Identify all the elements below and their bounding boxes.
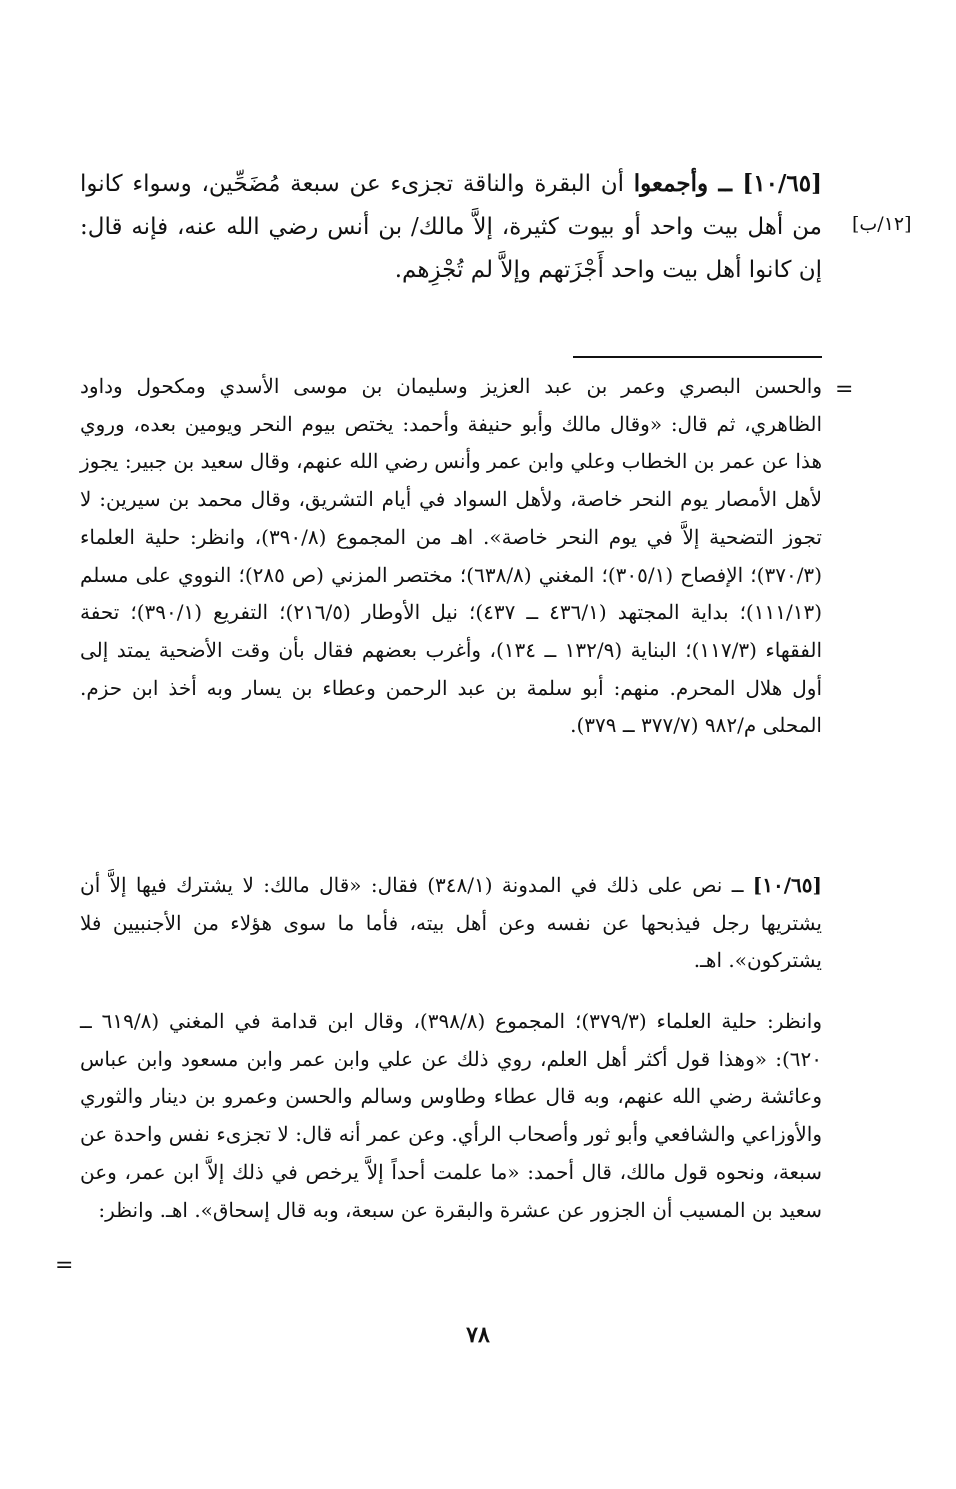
paragraph-bold-start: وأجمعوا [633, 170, 709, 197]
paragraph-number: [١٠/٦٥] [742, 170, 822, 197]
footnote-divider [573, 356, 822, 358]
paragraph-dash: ــ [708, 170, 743, 197]
footnote-paragraph [80, 867, 822, 980]
main-paragraph [80, 162, 822, 292]
footnote-continuation-mark-end: = [55, 1253, 74, 1278]
paragraph-body: أن البقرة والناقة تجزىء عن سبعة مُضَحِّين، وسواء كانوا من أهل بيت واحد أو بيوت كثيرة، إلاَّ مالك/ بن أنس رضي الله عنه، فإنه قال: إن كانوا أهل بيت واحد أَجْزَتهم وإلاَّ لم تُجْزِهم. [80, 171, 822, 283]
footnote-continued: والحسن البصري وعمر بن عبد العزيز وسليمان بن موسى الأسدي ومكحول وداود الظاهري، ثم قال: «وقال مالك وأبو حنيفة وأحمد: يختص بيوم النحر ويومين بعده، وروي هذا عن عمر بن الخطاب وعلي وابن عمر وأنس رضي الله عنهم، وقال سعيد بن جبير: يجوز لأهل الأمصار يوم النحر خاصة، ولأهل السواد في أيام التشريق، وقال محمد بن سيرين: لا تجوز التضحية إلاَّ في يوم النحر خاصة». اهـ من المجموع (٣٩٠/٨)، وانظر: حلية العلماء (٣٧٠/٣)؛ الإفصاح (٣٠٥/١)؛ المغني (٦٣٨/٨)؛ مختصر المزني (ص ٢٨٥)؛ النووي على مسلم (١١١/١٣)؛ بداية المجتهد (٤٣٦/١ ــ ٤٣٧)؛ نيل الأوطار (٢١٦/٥)؛ التفريع (٣٩٠/١)؛ تحفة الفقهاء (١١٧/٣)؛ البناية (١٣٢/٩ ــ ١٣٤)، وأغرب بعضهم فقال بأن وقت الأضحية يمتد إلى أول هلال المحرم. منهم: أبو سلمة بن عبد الرحمن وعطاء بن يسار وبه أخذ ابن حزم. المحلى م/٩٨٢ (٣٧٧/٧ ــ ٣٧٩). [80, 374, 823, 738]
footnote-paragraph-number: [١٠/٦٥] [752, 873, 822, 897]
manuscript-folio-marker: [١٢/ب] [852, 213, 912, 235]
footnote-paragraph-body: ــ نص على ذلك في المدونة (٣٤٨/١) فقال: «قال مالك: لا يشترك فيها إلاَّ أن يشتريها رجل فيذبحها عن نفسه وعن أهل بيته، فأما ما سوى هؤلاء من الأجنبيين فلا يشتركون». اهـ. [80, 873, 822, 973]
footnote-references: وانظر: حلية العلماء (٣٧٩/٣)؛ المجموع (٣٩٨/٨)، وقال ابن قدامة في المغني (٦١٩/٨ ــ ٦٢٠): «وهذا قول أكثر أهل العلم، روي ذلك عن علي وابن عمر وابن مسعود وابن عباس وعائشة رضي الله عنهم، وبه قال عطاء وطاوس وسالم والحسن وعمرو بن دينار والثوري والأوزاعي والشافعي وأبو ثور وأصحاب الرأي. وعن عمر أنه قال: لا تجزىء نفس واحدة عن سبعة، ونحوه قول مالك، قال أحمد: «ما علمت أحداً إلاَّ يرخص في ذلك إلاَّ ابن عمر، وعن سعيد بن المسيب أن الجزور عن عشرة والبقرة عن سبعة، وبه قال إسحاق». اهـ. وانظر: [80, 1009, 822, 1222]
page-number: ٧٨ [466, 1322, 490, 1348]
footnote-continuation-mark-start: = [835, 377, 854, 402]
